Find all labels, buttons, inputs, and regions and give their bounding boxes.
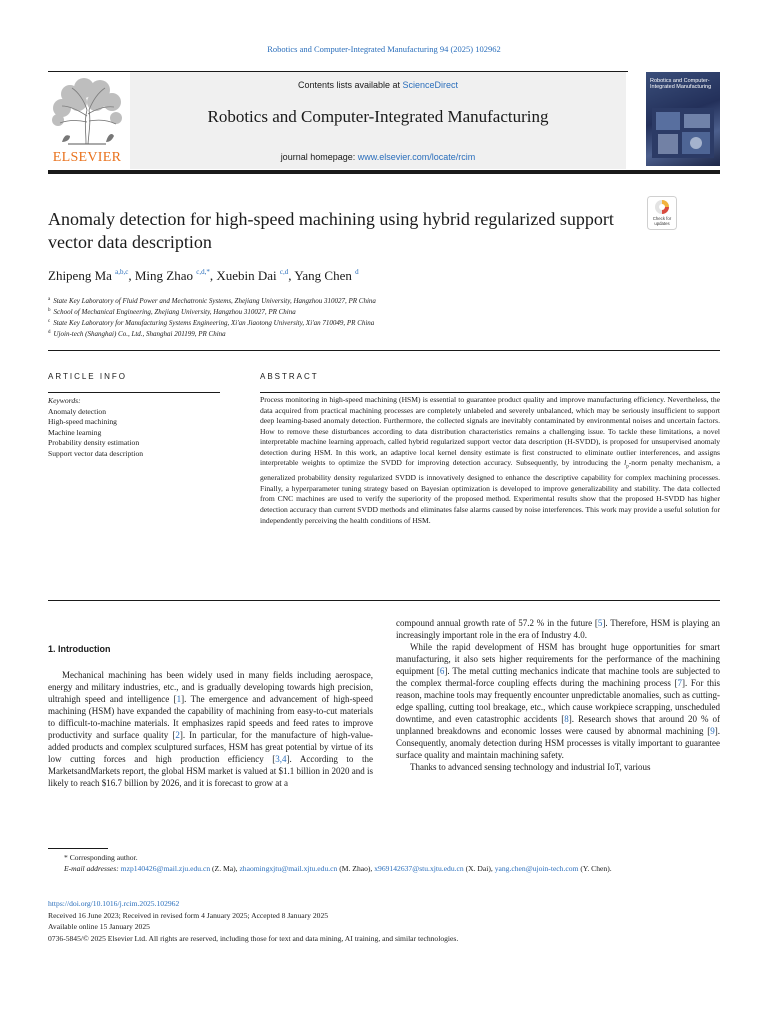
author-name[interactable]: Xuebin Dai bbox=[216, 268, 277, 283]
cover-title: Robotics and Computer-Integrated Manufacturing bbox=[650, 78, 712, 91]
corresponding-author-note: * Corresponding author. bbox=[64, 853, 138, 862]
banner-bottom-rule bbox=[48, 170, 720, 174]
cover-art-image bbox=[652, 108, 714, 158]
publication-metadata bbox=[48, 898, 720, 944]
body-column-right bbox=[396, 617, 720, 773]
abstract-rule bbox=[260, 392, 720, 393]
affiliation-item bbox=[48, 295, 688, 306]
email-addresses: E-mail addresses: mzp140426@mail.zju.edu.cn (Z. Ma), zhaomingxjtu@mail.xjtu.edu.cn (M. Zhao), x969142637@stu.xjtu.edu.cn (X. Dai), yang.chen@ujoin-tech.com (Y. Chen). bbox=[64, 863, 612, 873]
author-affiliation-marker[interactable]: a,b,c bbox=[115, 268, 129, 276]
contents-prefix: Contents lists available at bbox=[297, 80, 403, 90]
affiliation-text: State Key Laboratory for Manufacturing Systems Engineering, Xi'an Jiaotong University, Xi'an 710049, PR China bbox=[53, 319, 375, 327]
citation-link[interactable]: 6 bbox=[439, 666, 445, 676]
citation-link[interactable]: 5 bbox=[597, 618, 603, 628]
journal-homepage-link[interactable]: www.elsevier.com/locate/rcim bbox=[357, 152, 476, 162]
affiliation-key: d bbox=[48, 330, 51, 335]
keyword-item: High-speed machining bbox=[48, 417, 117, 426]
citation-link[interactable]: 7 bbox=[677, 678, 682, 688]
citation-link[interactable]: 2 bbox=[175, 730, 180, 740]
article-info-heading: ARTICLE INFO bbox=[48, 372, 127, 381]
article-title: Anomaly detection for high-speed machining using hybrid regularized support vector data description bbox=[48, 209, 614, 252]
body-column-left bbox=[48, 643, 373, 789]
citation-link[interactable]: 8 bbox=[564, 714, 569, 724]
email-link[interactable]: zhaomingxjtu@mail.xjtu.edu.cn bbox=[239, 863, 338, 873]
affiliation-key: c bbox=[48, 319, 51, 324]
email-link[interactable]: x969142637@stu.xjtu.edu.cn bbox=[374, 863, 464, 873]
abstract-text-part: Process monitoring in high-speed machining (HSM) is essential to guarantee product quality and improve manufacturing efficiency. Nevertheless, the data acquired from practical machining processes are completely unlabeled and severely unbalanced, which may be seriously insufficient to support deep learning-based anomaly detection. Furthermore, the collected signals are inevitably contaminated by environmental noises and uncertain factors. How to remove these disturbances according to data distribution characteristics remains a challenging issue. To tackle these limitations, a novel interpretable machine learning approach, called hybrid regularized support vector data description (H-SVDD), is proposed for unsupervised anomaly detection during HSM. In this work, an adaptive local kernel density estimate is first constructed to eliminate outlier interferences, and assigns interpretable weights to optimize the SVDD for improving detection accuracy. Subsequently, by introducing the bbox=[260, 395, 720, 468]
email-link[interactable]: mzp140426@mail.zju.edu.cn bbox=[120, 863, 211, 873]
body-paragraph: Thanks to advanced sensing technology and industrial IoT, various bbox=[410, 762, 651, 772]
article-info-rule bbox=[48, 392, 220, 393]
affiliation-text: Ujoin-tech (Shanghai) Co., Ltd., Shanghai 201199, PR China bbox=[53, 330, 226, 338]
affiliation-key: a bbox=[48, 297, 51, 302]
author-list: Zhipeng Ma $^{a,b,c}$, Ming Zhao $^{c,d,*}$, Xuebin Dai $^{c,d}$, Yang Chen $^d$ bbox=[48, 268, 359, 283]
author-name[interactable]: Ming Zhao bbox=[134, 268, 194, 283]
footnotes bbox=[48, 853, 720, 874]
citation-link[interactable]: 1 bbox=[176, 694, 182, 704]
lp-norm-symbol: l bbox=[624, 458, 627, 468]
body-paragraph: Mechanical machining has been widely used in many fields including aerospace, energy and military industries, etc., and is gradually developing towards high precision, ultrahigh speed and intelligence [1]. The emergence and advancement of high-speed machining (HSM) have expanded the capability of machining from easy-to-cut materials to difficult-to-machine materials. It emphasizes rapid speeds and feed rates to improve productivity and surface quality [2]. In particular, for the manufacture of high-value-added products and complex sculptured surfaces, HSM has great potential by virtue of its low cutting forces and high production efficiency [3,4]. According to the MarketsandMarkets report, the global HSM market is valued at $1.1 billion in 2020 and is likely to reach $16.7 billion by 2026, and it is forecast to grow at a bbox=[48, 670, 374, 788]
running-head[interactable]: Robotics and Computer-Integrated Manufacturing 94 (2025) 102962 bbox=[267, 44, 501, 54]
check-updates-line2: updates bbox=[654, 221, 670, 226]
copyright-notice: 0736-5845/© 2025 Elsevier Ltd. All rights are reserved, including those for text and data mining, AI training, and similar technologies. bbox=[48, 933, 459, 943]
email-link[interactable]: yang.chen@ujoin-tech.com bbox=[494, 863, 579, 873]
lp-norm-subscript: p bbox=[626, 464, 629, 470]
email-label: E-mail addresses: bbox=[64, 863, 121, 873]
affiliation-item bbox=[48, 317, 688, 328]
affiliation-list bbox=[48, 295, 688, 339]
affiliation-key: b bbox=[48, 308, 51, 313]
elsevier-wordmark[interactable]: ELSEVIER bbox=[52, 150, 122, 165]
affiliation-item bbox=[48, 328, 688, 339]
footnote-rule bbox=[48, 848, 108, 849]
keywords-list bbox=[48, 396, 228, 459]
citation-link[interactable]: 3,4 bbox=[275, 754, 287, 764]
available-online-date: Available online 15 January 2025 bbox=[48, 922, 150, 931]
received-dates: Received 16 June 2023; Received in revised form 4 January 2025; Accepted 8 January 2025 bbox=[48, 910, 329, 920]
check-updates-line1: Check for bbox=[652, 216, 672, 221]
author-affiliation-marker[interactable]: c,d bbox=[279, 268, 289, 276]
abstract-heading: ABSTRACT bbox=[260, 372, 319, 381]
contents-available-line bbox=[130, 80, 626, 90]
body-paragraph: While the rapid development of HSM has brought huge opportunities for smart manufacturing, it also sets higher requirements for the performance of the machining equipment [6]. The metal cutting mechanics indicate that machine tools are subjected to the complex thermal-force coupling effects during the machining process [7]. For this reason, machine tools may frequently encounter unpredictable anomalies, such as cutting-edge spalling, cutting tool breakage, etc., which cause workpiece scrapping, unscheduled downtime, and even catastrophic accidents [8]. Research shows that around 20 % of unplanned breakdowns and economic losses were caused by abnormal machining [9]. Consequently, anomaly detection during HSM processes is vitally important to guarantee surface quality and maintain machining safety. bbox=[396, 642, 720, 760]
journal-cover-thumbnail[interactable] bbox=[646, 72, 720, 166]
citation-link[interactable]: 9 bbox=[710, 726, 715, 736]
author-affiliation-marker[interactable]: d bbox=[355, 268, 359, 276]
affiliation-text: School of Mechanical Engineering, Zhejiang University, Hangzhou 310027, PR China bbox=[53, 308, 296, 316]
doi-link[interactable]: https://doi.org/10.1016/j.rcim.2025.102962 bbox=[48, 899, 180, 908]
keyword-item: Support vector data description bbox=[48, 448, 144, 458]
section-heading-introduction: 1. Introduction bbox=[48, 644, 111, 654]
abstract-text bbox=[260, 395, 720, 526]
sciencedirect-link[interactable]: ScienceDirect bbox=[402, 80, 459, 90]
journal-name: Robotics and Computer-Integrated Manufacturing bbox=[207, 107, 549, 126]
keyword-item: Probability density estimation bbox=[48, 438, 140, 447]
journal-homepage-line bbox=[130, 152, 626, 162]
divider-rule bbox=[48, 350, 720, 351]
homepage-prefix: journal homepage: bbox=[280, 152, 358, 162]
abstract-text-part: -norm penalty mechanism, a generalized probability density regularized SVDD is innovatively designed to enhance the descriptive capability for complex machining processes. Finally, a hyperparameter tuning strategy based on Bayesian optimization is developed to improve generalizability and stability. The data collected from CNC machines are used to verify the superiority of the proposed method. Experimental results show that the proposed H-SVDD has higher detection accuracy than current SVDD methods and eliminates false alarms caused by noise interferences. This work may provide a useful solution for independently perceiving the health conditions of HSM. bbox=[260, 458, 720, 525]
affiliation-item bbox=[48, 306, 688, 317]
divider-rule bbox=[48, 600, 720, 601]
body-paragraph: compound annual growth rate of 57.2 % in the future [5]. Therefore, HSM is playing an increasingly important role in the era of Industry 4.0. bbox=[396, 618, 720, 640]
author-affiliation-marker[interactable]: c,d,* bbox=[196, 268, 210, 276]
check-for-updates-badge[interactable] bbox=[647, 196, 677, 230]
keyword-item: Machine learning bbox=[48, 427, 102, 437]
keywords-label: Keywords: bbox=[48, 396, 81, 405]
author-name[interactable]: Zhipeng Ma bbox=[48, 268, 112, 283]
keyword-item: Anomaly detection bbox=[48, 406, 106, 416]
author-name[interactable]: Yang Chen bbox=[294, 268, 352, 283]
affiliation-text: State Key Laboratory of Fluid Power and Mechatronic Systems, Zhejiang University, Hangzhou 310027, PR China bbox=[53, 297, 376, 305]
